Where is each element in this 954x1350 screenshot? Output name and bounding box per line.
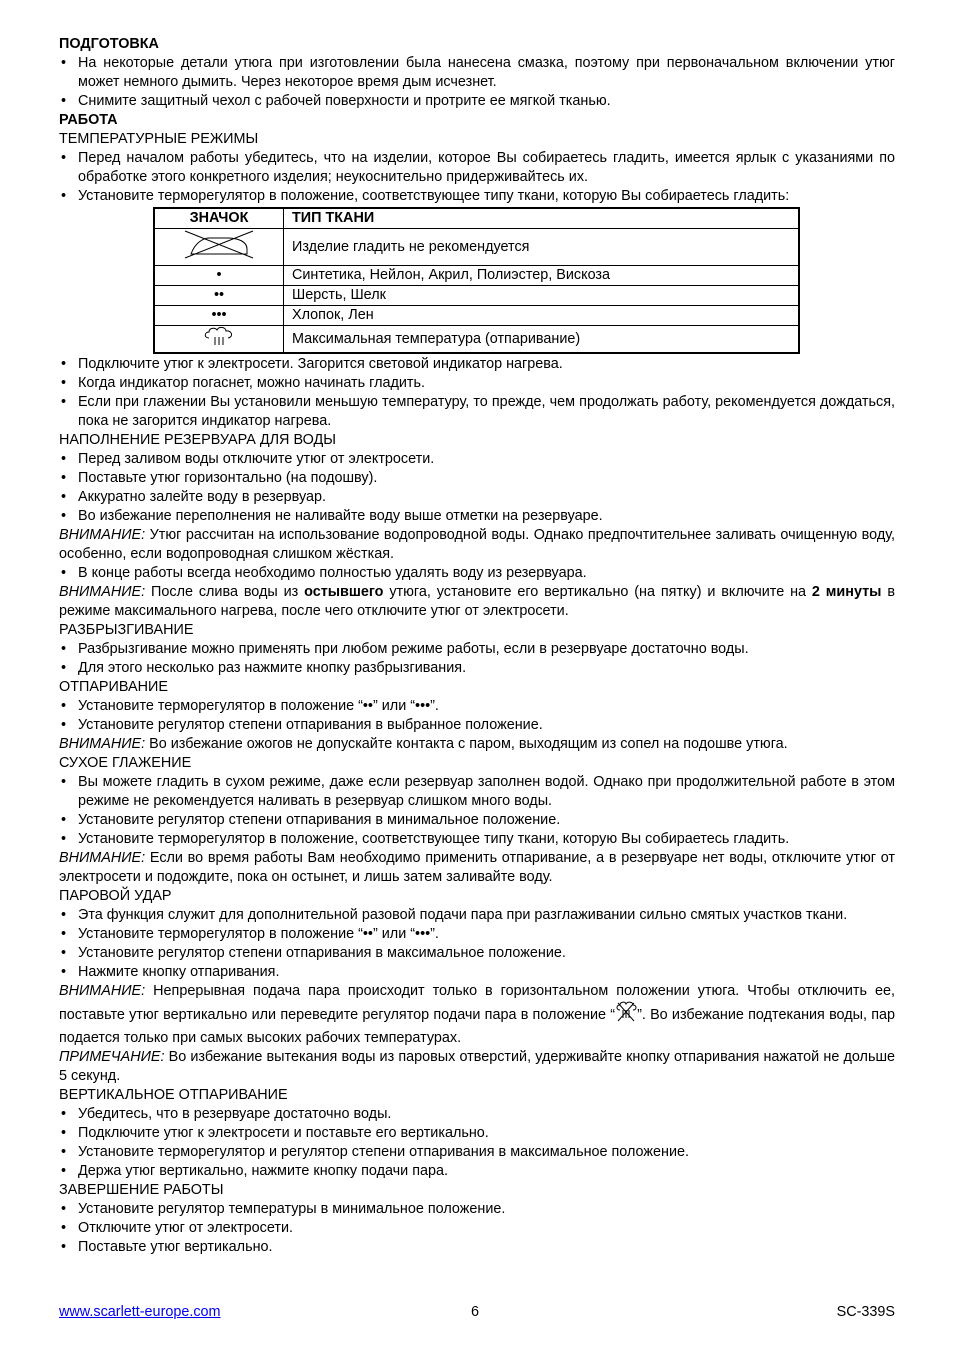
temp-dots: • bbox=[154, 266, 284, 286]
document-page bbox=[59, 35, 895, 1257]
steam-title: ОТПАРИВАНИЕ bbox=[59, 679, 168, 695]
list-item: • Установите терморегулятор в положение “••” или “•••”. bbox=[59, 925, 895, 944]
list-item: • Перед началом работы убедитесь, что на изделии, которое Вы собираетесь гладить, имеется ярлык с указаниями по обработке этого конкретного изделия; неукоснительно придерживайтесь их. bbox=[59, 149, 895, 187]
fill-title: НАПОЛНЕНИЕ РЕЗЕРВУАРА ДЛЯ ВОДЫ bbox=[59, 432, 336, 448]
page-number: 6 bbox=[471, 1304, 480, 1320]
list-item: • Подключите утюг к электросети и поставьте его вертикально. bbox=[59, 1124, 895, 1143]
no-steam-icon bbox=[615, 1001, 637, 1029]
fill-note-1: ВНИМАНИЕ: Утюг рассчитан на использование водопроводной воды. Однако предпочтительнее заливать очищенную воду, особенно, если водопроводная слишком жёсткая. bbox=[59, 527, 895, 562]
list-item: • Когда индикатор погаснет, можно начинать гладить. bbox=[59, 374, 895, 393]
list-item: • Убедитесь, что в резервуаре достаточно воды. bbox=[59, 1105, 895, 1124]
list-item: • На некоторые детали утюга при изготовлении была нанесена смазка, поэтому при первоначальном включении утюг может немного дымить. Через некоторое время дым исчезнет. bbox=[59, 54, 895, 92]
list-item: • Установите регулятор степени отпаривания в максимальное положение. bbox=[59, 944, 895, 963]
vertical-list bbox=[59, 1105, 895, 1181]
list-item: • Поставьте утюг вертикально. bbox=[59, 1238, 895, 1257]
burst-note-2: ПРИМЕЧАНИЕ: Во избежание вытекания воды из паровых отверстий, удерживайте кнопку отпаривания нажатой не дольше 5 секунд. bbox=[59, 1049, 895, 1084]
burst-note: ВНИМАНИЕ: Непрерывная подача пара происходит только в горизонтальном положении утюга. Чтобы отключить ее, поставьте утюг вертикально или переведите регулятор подачи пара в положение “ ”. Во избежание подтекания воды, пар подается только при самых высоких рабочих температурах. bbox=[59, 983, 895, 1046]
list-item: • Эта функция служит для дополнительной разовой подачи пара при разглаживании сильно смятых участков ткани. bbox=[59, 906, 895, 925]
list-item: • Установите терморегулятор в положение, соответствующее типу ткани, которую Вы собираетесь гладить. bbox=[59, 830, 895, 849]
temp-dots: •• bbox=[154, 286, 284, 306]
fabric-type: Шерсть, Шелк bbox=[284, 286, 800, 306]
burst-title: ПАРОВОЙ УДАР bbox=[59, 888, 172, 904]
list-item: • В конце работы всегда необходимо полностью удалять воду из резервуара. bbox=[59, 564, 895, 583]
list-item: • Для этого несколько раз нажмите кнопку разбрызгивания. bbox=[59, 659, 895, 678]
fill-list bbox=[59, 450, 895, 526]
list-item: • Установите терморегулятор в положение “••” или “•••”. bbox=[59, 697, 895, 716]
list-item: • Установите терморегулятор и регулятор степени отпаривания в максимальное положение. bbox=[59, 1143, 895, 1162]
temp-modes-title: ТЕМПЕРАТУРНЫЕ РЕЖИМЫ bbox=[59, 131, 259, 147]
fabric-type: Изделие гладить не рекомендуется bbox=[284, 229, 800, 266]
finish-list bbox=[59, 1200, 895, 1257]
fabric-type: Максимальная температура (отпаривание) bbox=[284, 326, 800, 354]
col-type-header: ТИП ТКАНИ bbox=[284, 208, 800, 229]
table-row bbox=[154, 326, 799, 354]
table-row bbox=[154, 229, 799, 266]
list-item: • Установите регулятор степени отпаривания в минимальное положение. bbox=[59, 811, 895, 830]
dry-list bbox=[59, 773, 895, 849]
fabric-type: Хлопок, Лен bbox=[284, 306, 800, 326]
steam-note: ВНИМАНИЕ: Во избежание ожогов не допускайте контакта с паром, выходящим из сопел на подошве утюга. bbox=[59, 736, 788, 752]
prep-list bbox=[59, 54, 895, 111]
website-link[interactable]: www.scarlett-europe.com bbox=[59, 1304, 221, 1320]
table-row bbox=[154, 286, 799, 306]
burst-list bbox=[59, 906, 895, 982]
note-label: ВНИМАНИЕ: bbox=[59, 527, 146, 543]
temperature-table bbox=[153, 207, 800, 354]
list-item: • Перед заливом воды отключите утюг от электросети. bbox=[59, 450, 895, 469]
prep-heading: ПОДГОТОВКА bbox=[59, 36, 159, 52]
spray-list bbox=[59, 640, 895, 678]
vertical-title: ВЕРТИКАЛЬНОЕ ОТПАРИВАНИЕ bbox=[59, 1087, 288, 1103]
no-iron-icon bbox=[154, 229, 284, 266]
steam-list bbox=[59, 697, 895, 735]
table-header-row bbox=[154, 208, 799, 229]
note-label: ВНИМАНИЕ: bbox=[59, 983, 146, 999]
list-item: • Если при глажении Вы установили меньшую температуру, то прежде, чем продолжать работу, рекомендуется дождаться, пока не загорится индикатор нагрева. bbox=[59, 393, 895, 431]
page-footer bbox=[59, 1303, 895, 1323]
list-item: • Отключите утюг от электросети. bbox=[59, 1219, 895, 1238]
list-item: • Во избежание переполнения не наливайте воду выше отметки на резервуаре. bbox=[59, 507, 895, 526]
list-item: • Подключите утюг к электросети. Загорится световой индикатор нагрева. bbox=[59, 355, 895, 374]
fill-end-list bbox=[59, 564, 895, 583]
finish-title: ЗАВЕРШЕНИЕ РАБОТЫ bbox=[59, 1182, 224, 1198]
operation-list bbox=[59, 355, 895, 431]
list-item: • Держа утюг вертикально, нажмите кнопку подачи пара. bbox=[59, 1162, 895, 1181]
col-icon-header: ЗНАЧОК bbox=[154, 208, 284, 229]
list-item: • Нажмите кнопку отпаривания. bbox=[59, 963, 895, 982]
spray-title: РАЗБРЫЗГИВАНИЕ bbox=[59, 622, 194, 638]
temp-list bbox=[59, 149, 895, 206]
dry-title: СУХОЕ ГЛАЖЕНИЕ bbox=[59, 755, 192, 771]
list-item: • Аккуратно залейте воду в резервуар. bbox=[59, 488, 895, 507]
note-label: ПРИМЕЧАНИЕ: bbox=[59, 1049, 165, 1065]
list-item: • Поставьте утюг горизонтально (на подошву). bbox=[59, 469, 895, 488]
steam-icon bbox=[154, 326, 284, 354]
fill-note-2: ВНИМАНИЕ: После слива воды из остывшего утюга, установите его вертикально (на пятку) и включите на 2 минуты в режиме максимального нагрева, после чего отключите утюг от электросети. bbox=[59, 584, 895, 619]
note-label: ВНИМАНИЕ: bbox=[59, 736, 146, 752]
list-item: • Установите терморегулятор в положение, соответствующее типу ткани, которую Вы собираетесь гладить: bbox=[59, 187, 895, 206]
list-item: • Снимите защитный чехол с рабочей поверхности и протрите ее мягкой тканью. bbox=[59, 92, 895, 111]
note-label: ВНИМАНИЕ: bbox=[59, 584, 146, 600]
dry-note: ВНИМАНИЕ: Если во время работы Вам необходимо применить отпаривание, а в резервуаре нет воды, отключите утюг от электросети и подождите, пока он остынет, и лишь затем заливайте воду. bbox=[59, 850, 895, 885]
list-item: • Разбрызгивание можно применять при любом режиме работы, если в резервуаре достаточно воды. bbox=[59, 640, 895, 659]
model-number: SC-339S bbox=[836, 1304, 895, 1320]
table-row bbox=[154, 266, 799, 286]
list-item: • Вы можете гладить в сухом режиме, даже если резервуар заполнен водой. Однако при продолжительной работе в этом режиме не рекомендуется наливать в резервуар слишком много воды. bbox=[59, 773, 895, 811]
list-item: • Установите регулятор степени отпаривания в выбранное положение. bbox=[59, 716, 895, 735]
list-item: • Установите регулятор температуры в минимальное положение. bbox=[59, 1200, 895, 1219]
fabric-type: Синтетика, Нейлон, Акрил, Полиэстер, Вискоза bbox=[284, 266, 800, 286]
note-label: ВНИМАНИЕ: bbox=[59, 850, 146, 866]
temp-dots: ••• bbox=[154, 306, 284, 326]
work-heading: РАБОТА bbox=[59, 112, 118, 128]
table-row bbox=[154, 306, 799, 326]
